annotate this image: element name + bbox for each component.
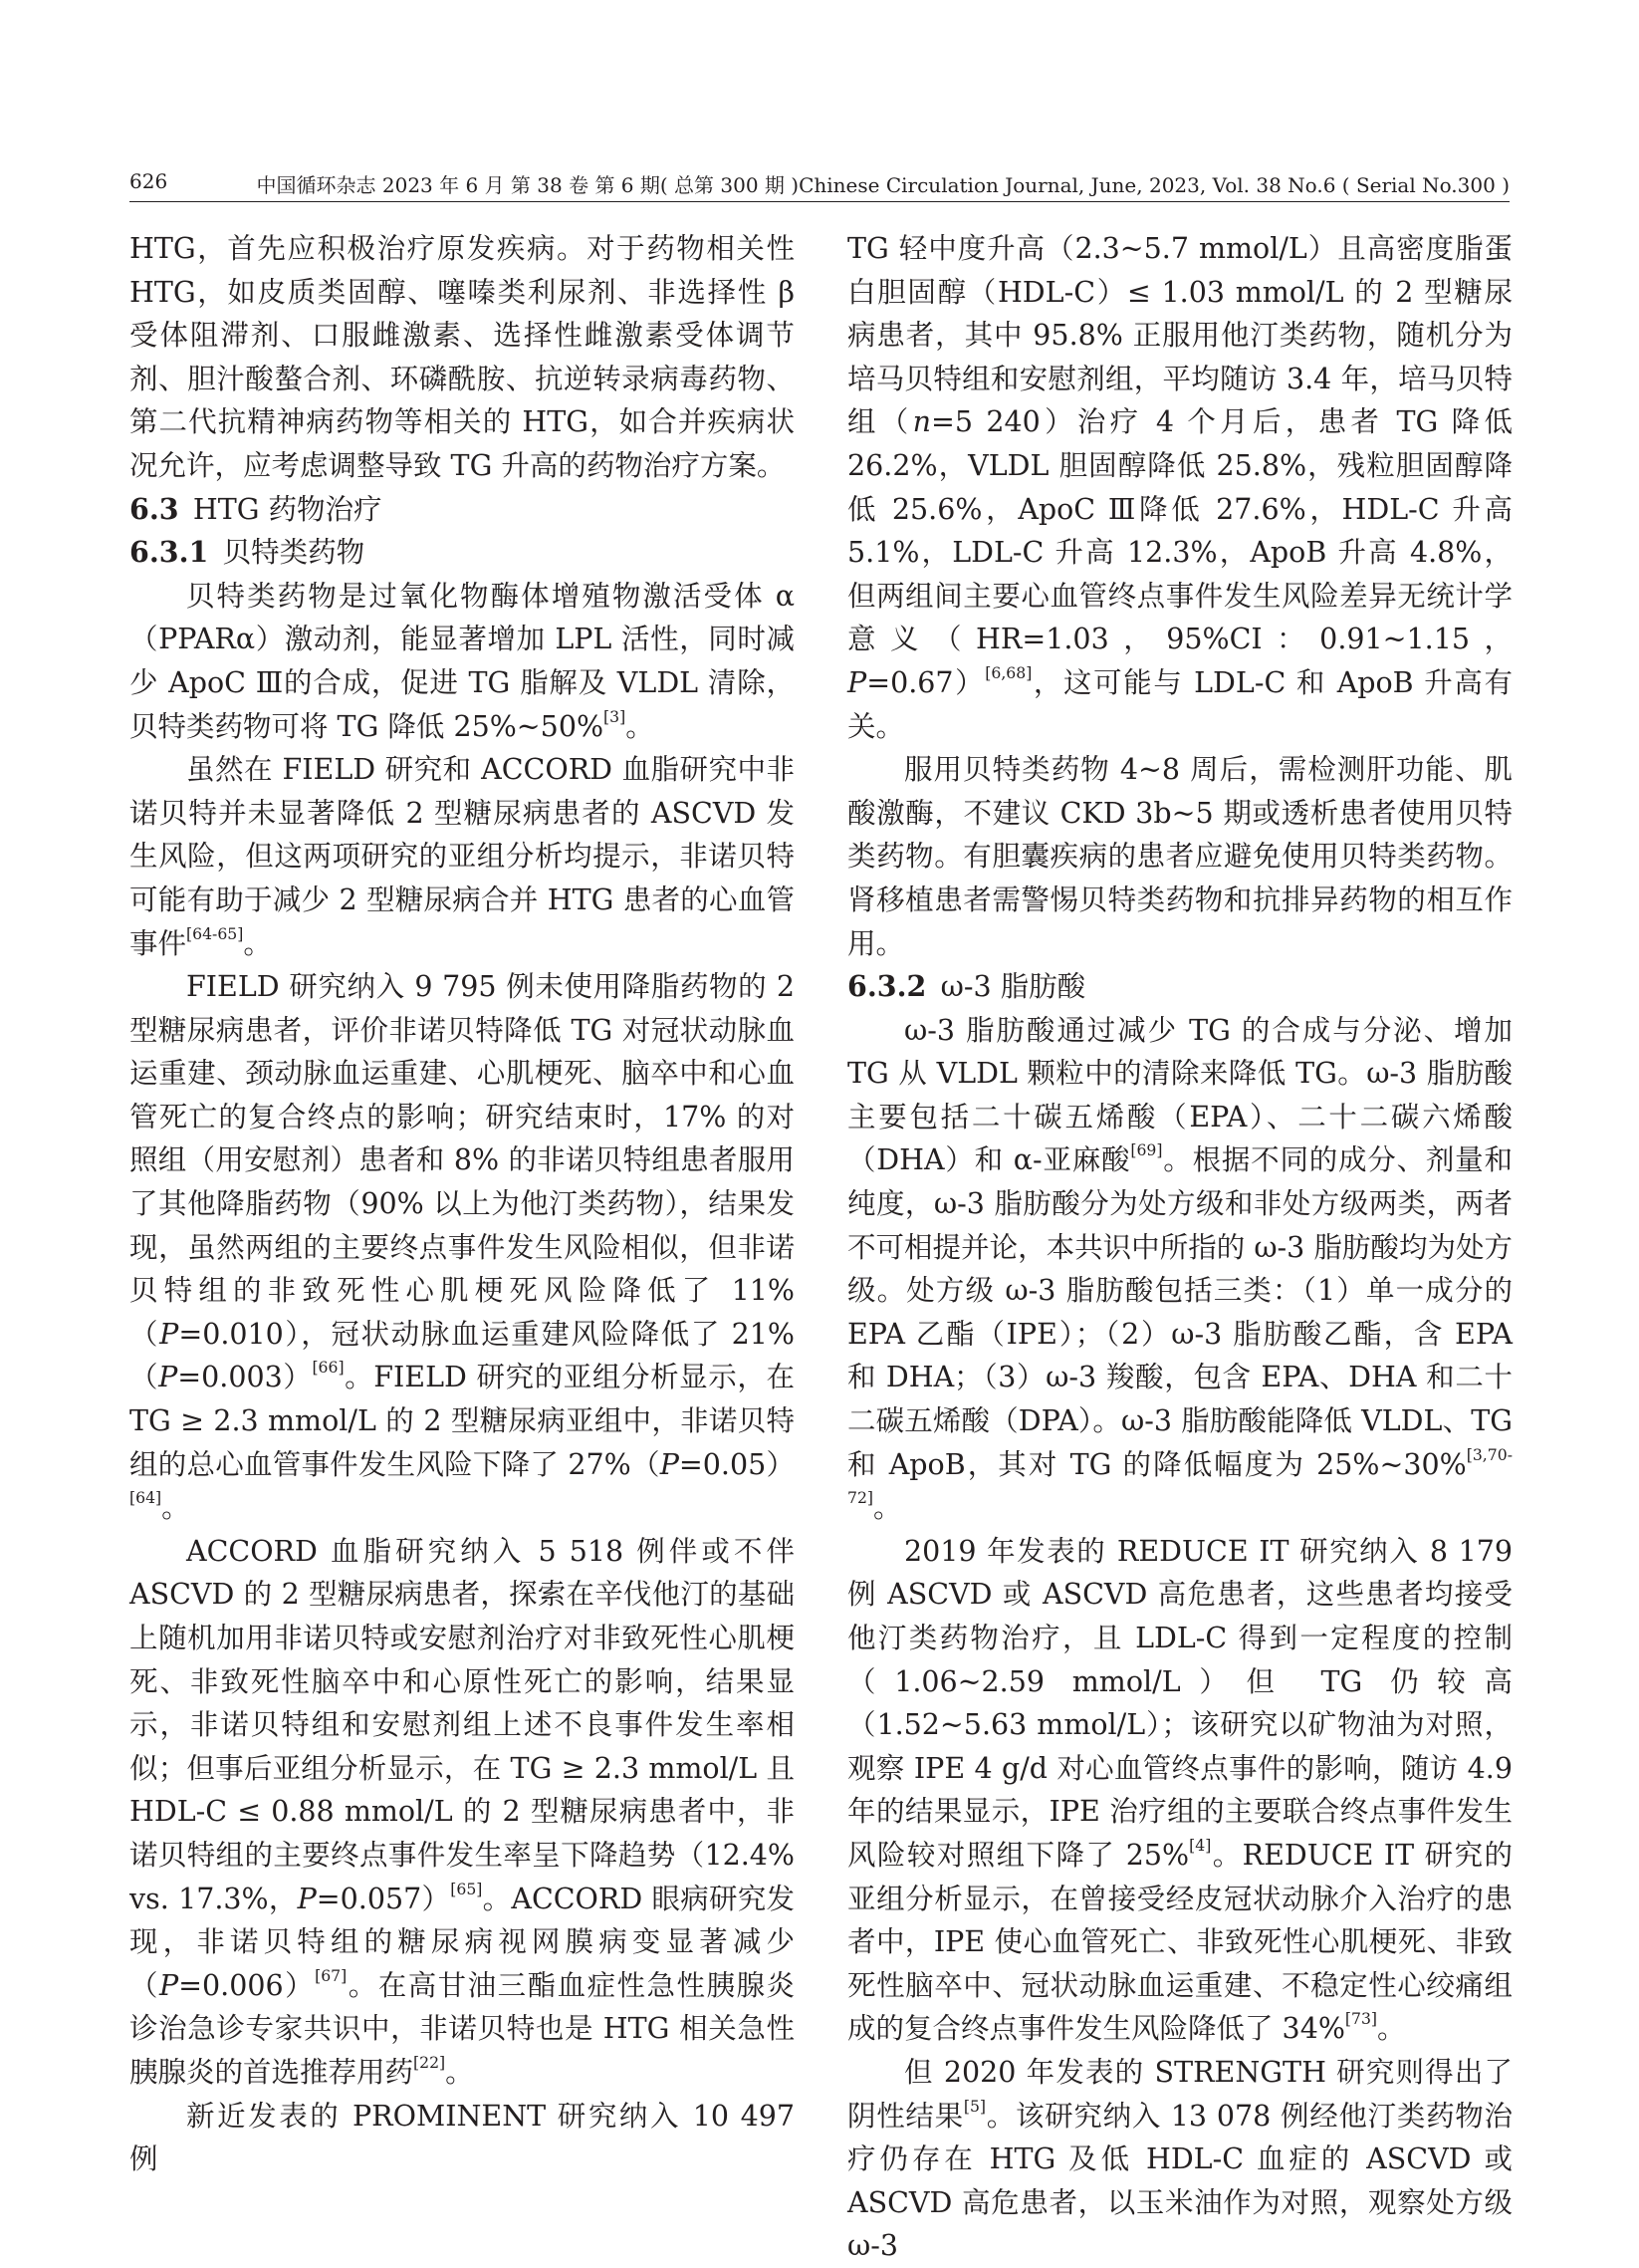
section-number: 6.3 xyxy=(129,491,179,526)
paragraph-fibrates: 贝特类药物是过氧化物酶体增殖物激活受体 α（PPARα）激动剂，能显著增加 LPL 活性，同时减少 ApoC Ⅲ的合成，促进 TG 脂解及 VLDL 清除，贝特类药物可将 TG 降低 25%~50%[3]。 xyxy=(129,579,795,743)
paragraph-field-accord: 虽然在 FIELD 研究和 ACCORD 血脂研究中非诺贝特并未显著降低 2 型糖尿病患者的 ASCVD 发生风险，但这两项研究的亚组分析均提示，非诺贝特可能有助于减少 2 型糖尿病合并 HTG 患者的心血管事件[64-65]。 xyxy=(129,753,795,960)
paragraph-field-study: FIELD 研究纳入 9 795 例未使用降脂药物的 2 型糖尿病患者，评价非诺贝特降低 TG 对冠状动脉血运重建、颈动脉血运重建、心肌梗死、脑卒中和心血管死亡的复合终点的影响；研究结束时，17% 的对照组（用安慰剂）患者和 8% 的非诺贝特组患者服用了其他降脂药物（90% 以上为他汀类药物），结果发现，虽然两组的主要终点事件发生风险相似，但非诺贝特组的非致死性心肌梗死风险降低了 11%（P=0.010），冠状动脉血运重建风险降低了 21%（P=0.003）[66]。FIELD 研究的亚组分析显示，在 TG ≥ 2.3 mmol/L 的 2 型糖尿病亚组中，非诺贝特组的总心血管事件发生风险下降了 27%（P=0.05）[64]。 xyxy=(129,970,795,1525)
section-heading-6-3 xyxy=(129,488,795,532)
paragraph-prominent-cont: TG 轻中度升高（2.3~5.7 mmol/L）且高密度脂蛋白胆固醇（HDL-C）≤ 1.03 mmol/L 的 2 型糖尿病患者，其中 95.8% 正服用他汀类药物，随机分为培马贝特组和安慰剂组，平均随访 3.4 年，培马贝特组（n=5 240）治疗 4 个月后，患者 TG 降低 26.2%，VLDL 胆固醇降低 25.8%，残粒胆固醇降低 25.6%，ApoC Ⅲ降低 27.6%，HDL-C 升高 5.1%，LDL-C 升高 12.3%，ApoB 升高 4.8%，但两组间主要心血管终点事件发生风险差异无统计学意义（HR=1.03，95%CI：0.91~1.15，P=0.67）[6,68]，这可能与 LDL-C 和 ApoB 升高有关。 xyxy=(847,232,1513,743)
paragraph-strength: 但 2020 年发表的 STRENGTH 研究则得出了阴性结果[5]。该研究纳入 13 078 例经他汀类药物治疗仍存在 HTG 及低 HDL-C 血症的 ASCVD 或 ASCVD 高危患者，以玉米油作为对照，观察处方级 ω-3 xyxy=(847,2055,1513,2263)
page-number: 626 xyxy=(129,169,168,193)
citation: [5] xyxy=(963,2096,987,2116)
section-title: ω-3 脂肪酸 xyxy=(940,970,1086,1004)
paragraph-accord-study: ACCORD 血脂研究纳入 5 518 例伴或不伴 ASCVD 的 2 型糖尿病患者，探索在辛伐他汀的基础上随机加用非诺贝特或安慰剂治疗对非致死性心肌梗死、非致死性脑卒中和心原性死亡的影响，结果显示，非诺贝特组和安慰剂组上述不良事件发生率相似；但事后亚组分析显示，在 TG ≥ 2.3 mmol/L 且 HDL-C ≤ 0.88 mmol/L 的 2 型糖尿病患者中，非诺贝特组的主要终点事件发生率呈下降趋势（12.4% vs. 17.3%，P=0.057）[65]。ACCORD 眼病研究发现，非诺贝特组的糖尿病视网膜病变显著减少（P=0.006）[67]。在高甘油三酯血症性急性胰腺炎诊治急诊专家共识中，非诺贝特也是 HTG 相关急性胰腺炎的首选推荐用药[22]。 xyxy=(129,1534,795,2089)
journal-running-head: 中国循环杂志 2023 年 6 月 第 38 卷 第 6 期( 总第 300 期 )Chinese Circulation Journal, June, 2023, Vol. 38 No.6 ( Serial No.300 ) xyxy=(256,173,1510,197)
citation: [64] xyxy=(129,1488,162,1508)
citation: [65] xyxy=(450,1879,483,1898)
section-title: HTG 药物治疗 xyxy=(192,492,382,526)
section-number: 6.3.1 xyxy=(129,535,209,570)
paragraph-drug-related-htg: HTG，首先应积极治疗原发疾病。对于药物相关性HTG，如皮质类固醇、噻嗪类利尿剂、非选择性 β 受体阻滞剂、口服雌激素、选择性雌激素受体调节剂、胆汁酸螯合剂、环磷酰胺、抗逆转录病毒药物、第二代抗精神病药物等相关的 HTG，如合并疾病状况允许，应考虑调整导致 TG 升高的药物治疗方案。 xyxy=(129,232,795,482)
citation: [3] xyxy=(603,706,626,726)
paragraph-omega3: ω-3 脂肪酸通过减少 TG 的合成与分泌、增加 TG 从 VLDL 颗粒中的清除来降低 TG。ω-3 脂肪酸主要包括二十碳五烯酸（EPA）、二十二碳六烯酸（DHA）和 α-亚麻酸[69]。根据不同的成分、剂量和纯度，ω-3 脂肪酸分为处方级和非处方级两类，两者不可相提并论，本共识中所指的 ω-3 脂肪酸均为处方级。处方级 ω-3 脂肪酸包括三类：（1）单一成分的 EPA 乙酯（IPE）；（2）ω-3 脂肪酸乙酯，含 EPA 和 DHA；（3）ω-3 羧酸，包含 EPA、DHA 和二十二碳五烯酸（DPA）。ω-3 脂肪酸能降低 VLDL、TG 和 ApoB，其对 TG 的降低幅度为 25%~30%[3,70-72]。 xyxy=(847,1013,1513,1525)
paragraph-fibrate-safety: 服用贝特类药物 4~8 周后，需检测肝功能、肌酸激酶，不建议 CKD 3b~5 期或透析患者使用贝特类药物。有胆囊疾病的患者应避免使用贝特类药物。肾移植患者需警惕贝特类药物和抗排异药物的相互作用。 xyxy=(847,753,1513,960)
right-column xyxy=(847,227,1513,2268)
paragraph-prominent-start: 新近发表的 PROMINENT 研究纳入 10 497 例 xyxy=(129,2099,795,2176)
citation: [3,70-72] xyxy=(847,1444,1513,1508)
section-heading-6-3-1 xyxy=(129,531,795,575)
citation: [6,68] xyxy=(985,662,1033,682)
paragraph-reduce-it: 2019 年发表的 REDUCE IT 研究纳入 8 179 例 ASCVD 或 ASCVD 高危患者，这些患者均接受他汀类药物治疗，且 LDL-C 得到一定程度的控制（1.06~2.59 mmol/L）但 TG 仍较高（1.52~5.63 mmol/L）；该研究以矿物油为对照，观察 IPE 4 g/d 对心血管终点事件的影响，随访 4.9 年的结果显示，IPE 治疗组的主要联合终点事件发生风险较对照组下降了 25%[4]。REDUCE IT 研究的亚组分析显示，在曾接受经皮冠状动脉介入治疗的患者中，IPE 使心血管死亡、非致死性心肌梗死、非致死性脑卒中、冠状动脉血运重建、不稳定性心绞痛组成的复合终点事件发生风险降低了 34%[73]。 xyxy=(847,1534,1513,2046)
section-title: 贝特类药物 xyxy=(222,536,365,570)
citation: [69] xyxy=(1130,1140,1163,1160)
citation: [66] xyxy=(312,1358,345,1378)
section-heading-6-3-2 xyxy=(847,965,1513,1009)
citation: [64-65] xyxy=(186,923,244,943)
citation: [73] xyxy=(1344,2009,1378,2029)
section-number: 6.3.2 xyxy=(847,969,927,1004)
citation: [22] xyxy=(413,2052,446,2072)
citation: [67] xyxy=(315,1965,348,1985)
left-column xyxy=(129,227,795,2181)
citation: [4] xyxy=(1189,1835,1212,1855)
running-header xyxy=(129,165,1510,202)
